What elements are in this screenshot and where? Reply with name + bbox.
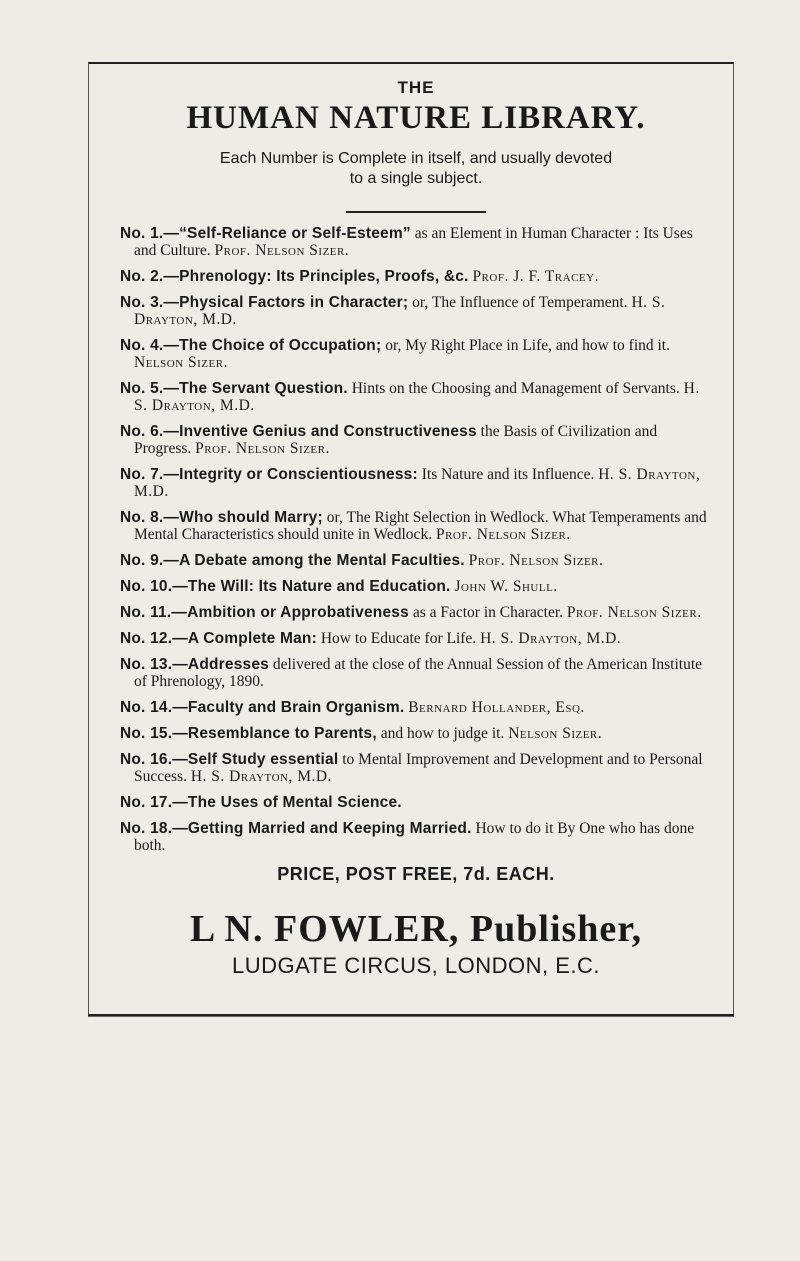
- entry-number: No. 18.—: [120, 820, 188, 837]
- entry-description: as an Element in Human Character : Its Uses and Culture.: [134, 225, 693, 259]
- entry-list: [120, 225, 712, 854]
- entry-description: and how to judge it.: [376, 725, 509, 742]
- entry-author: Prof. Nelson Sizer.: [195, 440, 330, 457]
- entry-author: H. S. Drayton, M.D.: [134, 466, 701, 500]
- entry-author: Nelson Sizer.: [134, 354, 228, 371]
- entry-number: No. 1.—: [120, 225, 180, 242]
- entry-heading: The Uses of Mental Science.: [187, 794, 402, 811]
- entry-number: No. 3.—: [120, 294, 180, 311]
- entry-heading: The Servant Question.: [179, 380, 348, 397]
- entry-heading: Faculty and Brain Organism.: [187, 699, 405, 716]
- list-item: [120, 820, 712, 854]
- entry-author: John W. Shull.: [454, 578, 558, 595]
- entry-number: No. 8.—: [120, 509, 180, 526]
- list-item: [120, 725, 712, 742]
- entry-number: No. 5.—: [120, 380, 180, 397]
- entry-number: No. 9.—: [120, 552, 180, 569]
- entry-number: No. 7.—: [120, 466, 180, 483]
- price-line: PRICE, POST FREE, 7d. EACH.: [277, 864, 555, 884]
- publisher-address: LUDGATE CIRCUS, LONDON, E.C.: [231, 953, 601, 978]
- entry-heading: The Will: Its Nature and Education.: [187, 578, 451, 595]
- entry-description: How to do it By One who has done both.: [134, 820, 695, 854]
- entry-description: or, My Right Place in Life, and how to find it.: [381, 337, 670, 354]
- list-item: [120, 337, 712, 371]
- entry-description: the Basis of Civilization and Progress.: [134, 423, 658, 457]
- entry-number: No. 12.—: [120, 630, 188, 647]
- list-item: [120, 794, 712, 811]
- list-item: [120, 423, 712, 457]
- entry-heading: Phrenology: Its Principles, Proofs, &c.: [179, 268, 469, 285]
- entry-heading: Resemblance to Parents,: [187, 725, 377, 742]
- entry-author: Prof. Nelson Sizer.: [566, 604, 702, 621]
- entry-heading: “Self-Reliance or Self-Esteem”: [179, 225, 411, 242]
- entry-heading: Integrity or Conscientiousness:: [179, 466, 418, 483]
- entry-author: H. S. Drayton, M.D.: [480, 630, 622, 647]
- list-item: [120, 699, 712, 716]
- entry-heading: Physical Factors in Character;: [179, 294, 409, 311]
- entry-author: H. S. Drayton, M.D.: [190, 768, 332, 785]
- the-heading: THE: [397, 78, 435, 97]
- entry-heading: Addresses: [187, 656, 269, 673]
- entry-heading: Who should Marry;: [179, 509, 323, 526]
- entry-heading: Getting Married and Keeping Married.: [187, 820, 472, 837]
- subtitle-line-2: to a single subject.: [349, 170, 483, 187]
- divider: [346, 211, 486, 213]
- entry-heading: Inventive Genius and Constructiveness: [179, 423, 477, 440]
- entry-number: No. 2.—: [120, 268, 180, 285]
- entry-author: Nelson Sizer.: [508, 725, 603, 742]
- entry-description: to Mental Improvement and Development and to Personal Success.: [134, 751, 703, 785]
- entry-description: delivered at the close of the Annual Session of the American Institute of Phrenology, 1890.: [134, 656, 703, 690]
- list-item: [120, 656, 712, 690]
- entry-heading: The Choice of Occupation;: [179, 337, 382, 354]
- entry-description: How to Educate for Life.: [316, 630, 481, 647]
- entry-description: or, The Influence of Temperament.: [408, 294, 632, 311]
- entry-number: No. 15.—: [120, 725, 188, 742]
- entry-number: No. 13.—: [120, 656, 188, 673]
- bottom-rule: [88, 1014, 734, 1016]
- entry-description: as a Factor in Character.: [408, 604, 567, 621]
- entry-number: No. 16.—: [120, 751, 188, 768]
- entry-author: H. S. Drayton, M.D.: [134, 294, 666, 328]
- list-item: [120, 268, 712, 285]
- list-item: [120, 751, 712, 785]
- entry-number: No. 4.—: [120, 337, 180, 354]
- subtitle: [120, 149, 712, 189]
- entry-number: No. 17.—: [120, 794, 188, 811]
- subtitle-line-1: Each Number is Complete in itself, and usually devoted: [219, 150, 613, 167]
- library-advertisement: [120, 72, 712, 979]
- publisher-name: L N. FOWLER, Publisher,: [189, 908, 643, 950]
- list-item: [120, 509, 712, 543]
- list-item: [120, 552, 712, 569]
- list-item: [120, 466, 712, 500]
- entry-author: Bernard Hollander, Esq.: [408, 699, 585, 716]
- list-item: [120, 630, 712, 647]
- entry-heading: A Debate among the Mental Faculties.: [179, 552, 465, 569]
- entry-heading: A Complete Man:: [187, 630, 317, 647]
- entry-description: or, The Right Selection in Wedlock. What Temperaments and Mental Characteristics should unite in Wedlock.: [134, 509, 707, 543]
- list-item: [120, 380, 712, 414]
- entry-description: Its Nature and its Influence.: [417, 466, 599, 483]
- entry-heading: Ambition or Approbativeness: [187, 604, 409, 621]
- entry-author: H. S. Drayton, M.D.: [134, 380, 700, 414]
- list-item: [120, 578, 712, 595]
- list-item: [120, 225, 712, 259]
- entry-description: Hints on the Choosing and Management of Servants.: [347, 380, 684, 397]
- entry-author: Prof. Nelson Sizer.: [214, 242, 350, 259]
- entry-heading: Self Study essential: [187, 751, 339, 768]
- entry-number: No. 11.—: [120, 604, 188, 621]
- list-item: [120, 604, 712, 621]
- entry-author: Prof. Nelson Sizer.: [468, 552, 604, 569]
- list-item: [120, 294, 712, 328]
- entry-number: No. 10.—: [120, 578, 188, 595]
- page-title: HUMAN NATURE LIBRARY.: [186, 100, 646, 136]
- entry-author: Prof. Nelson Sizer.: [435, 526, 571, 543]
- entry-number: No. 6.—: [120, 423, 180, 440]
- entry-number: No. 14.—: [120, 699, 188, 716]
- entry-author: Prof. J. F. Tracey.: [472, 268, 599, 285]
